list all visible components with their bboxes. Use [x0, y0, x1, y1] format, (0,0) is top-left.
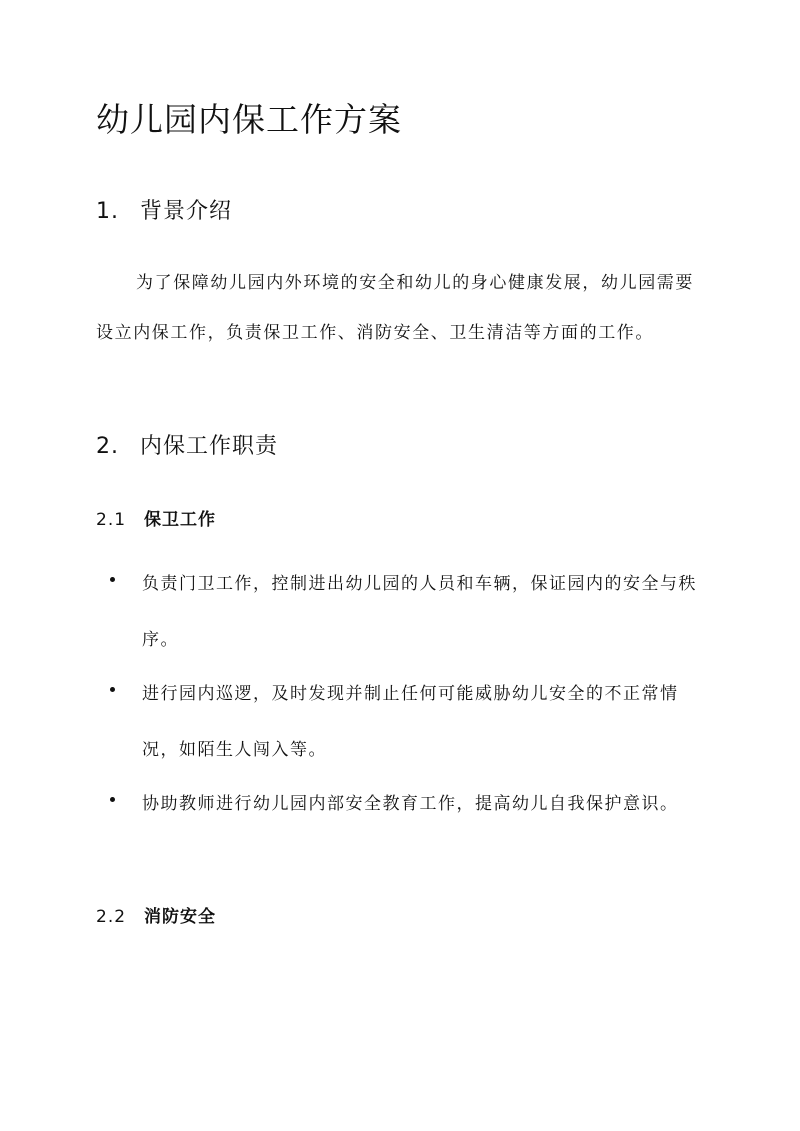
subsection-heading-security — [96, 506, 216, 534]
document-title: 幼儿园内保工作方案 — [96, 100, 402, 139]
section-heading-background — [96, 196, 232, 228]
list-item-text: 进行园内巡逻，及时发现并制止任何可能威胁幼儿安全的不正常情况，如陌生人闯入等。 — [142, 684, 679, 760]
list-item-text: 负责门卫工作，控制进出幼儿园的人员和车辆，保证园内的安全与秩序。 — [142, 574, 697, 650]
subsection-number: 2.1 — [96, 510, 127, 530]
section-number: 1. — [96, 199, 119, 224]
subsection-title: 保卫工作 — [144, 510, 216, 530]
bullet-icon — [110, 687, 115, 692]
background-paragraph: 为了保障幼儿园内外环境的安全和幼儿的身心健康发展，幼儿园需要设立内保工作，负责保卫工作、消防安全、卫生清洁等方面的工作。 — [96, 273, 694, 343]
section-number: 2. — [96, 434, 119, 459]
list-item-text: 协助教师进行幼儿园内部安全教育工作，提高幼儿自我保护意识。 — [142, 794, 679, 814]
section-title: 内保工作职责 — [140, 434, 279, 459]
subsection-title: 消防安全 — [144, 907, 216, 927]
bullet-icon — [110, 797, 115, 802]
subsection-number: 2.2 — [96, 907, 127, 927]
section-heading-duties — [96, 431, 278, 463]
subsection-heading-fire-safety — [96, 903, 216, 931]
bullet-icon — [110, 577, 115, 582]
section-title: 背景介绍 — [140, 199, 233, 224]
